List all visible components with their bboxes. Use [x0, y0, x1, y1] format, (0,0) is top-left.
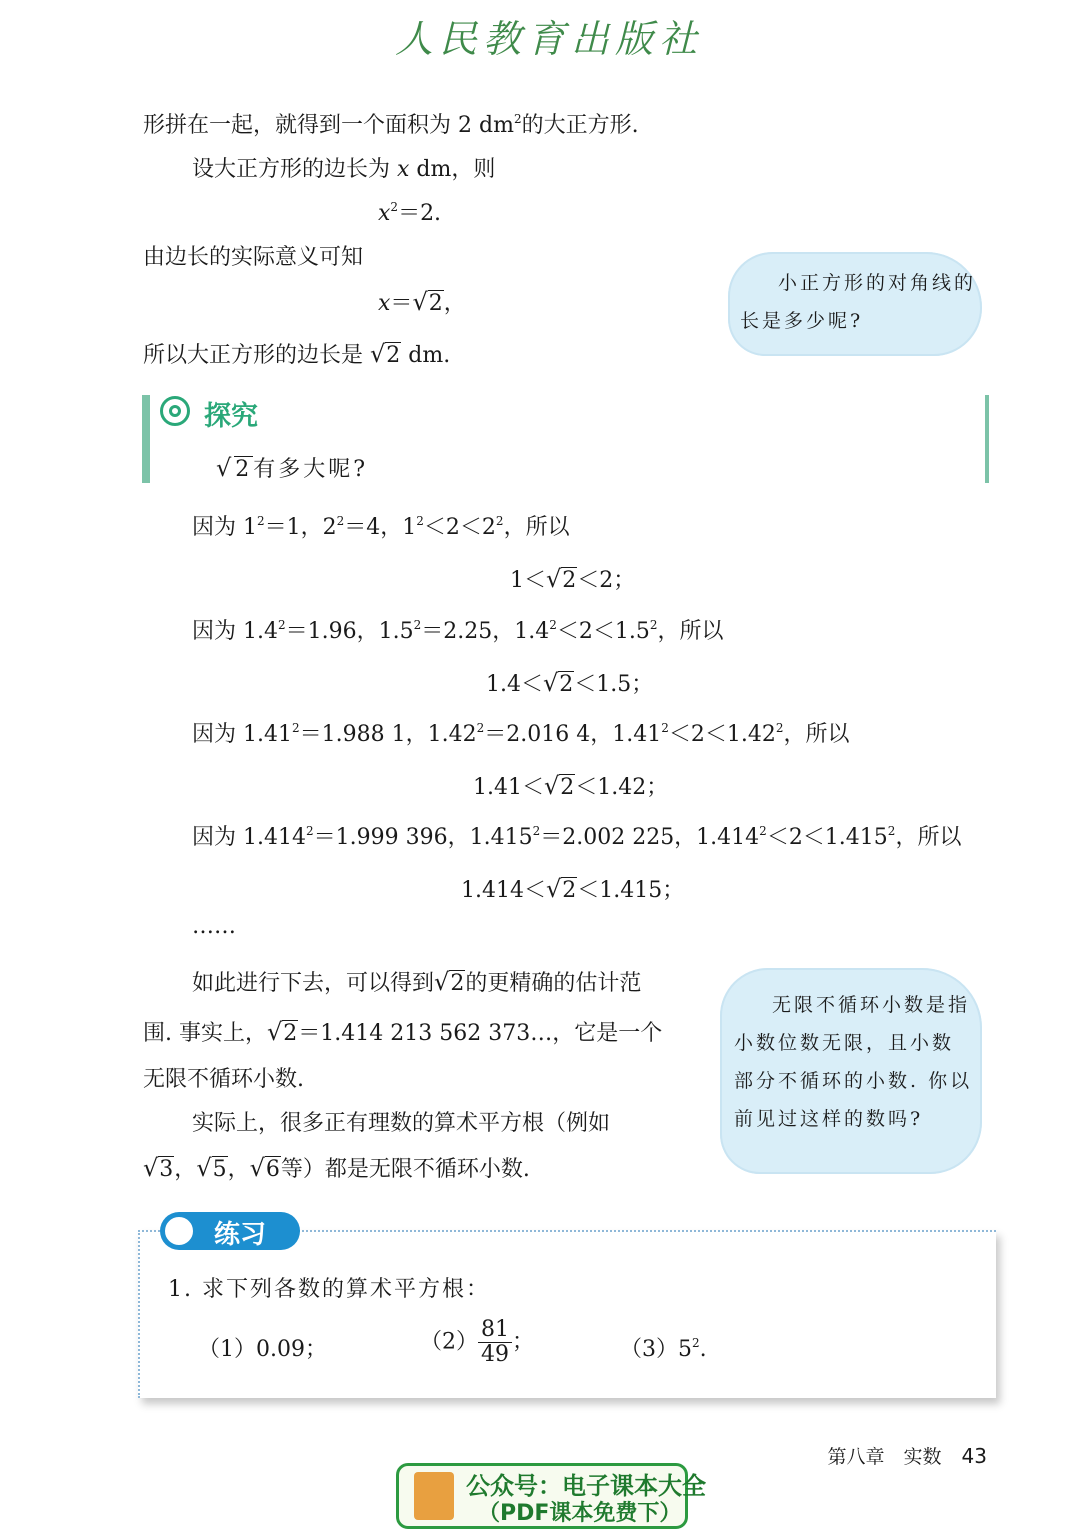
para-line-5: √3，√5，√6等）都是无限不循环小数.: [143, 1154, 530, 1182]
text: 形拼在一起，就得到一个面积为 2 dm: [143, 113, 514, 138]
superscript: 2: [513, 112, 522, 126]
sqrt-2: √2: [546, 565, 577, 593]
sqrt-2: √2: [544, 772, 575, 800]
sqrt-5: √5: [196, 1154, 227, 1182]
para-line-2: 围. 事实上，√2＝1.414 213 562 373…，它是一个: [143, 1018, 663, 1046]
sqrt-6: √6: [249, 1154, 280, 1182]
para-line-4: 实际上，很多正有理数的算术平方根（例如: [192, 1111, 611, 1136]
practice-question-1: 1. 求下列各数的算术平方根：: [168, 1277, 490, 1302]
text: ＝: [390, 291, 413, 316]
intro-line-3: 由边长的实际意义可知: [143, 245, 364, 270]
para-line-3: 无限不循环小数.: [143, 1067, 304, 1092]
explore-eq-4: 1.414＜√2＜1.415；: [461, 875, 685, 903]
fraction-81-49: $\frac{81}{49}$: [478, 1318, 512, 1367]
text: 设大正方形的边长为: [192, 157, 397, 182]
text: ＝2.: [398, 201, 442, 226]
variable-x: x: [397, 157, 410, 182]
para-line-1: 如此进行下去，可以得到√2的更精确的估计范: [192, 968, 642, 996]
superscript: 2: [390, 200, 399, 214]
explore-left-bar: [142, 395, 150, 483]
practice-title: 练习: [214, 1220, 267, 1250]
variable-x: x: [378, 201, 391, 226]
text: 有多大呢?: [253, 457, 369, 482]
practice-box: [138, 1230, 996, 1398]
sqrt-2: √2: [216, 454, 253, 482]
cloud-1-text: 小正方形的对角线的长是多少呢?: [740, 272, 977, 332]
text: dm.: [401, 343, 451, 368]
explore-eq-3: 1.41＜√2＜1.42；: [473, 772, 669, 800]
explore-right-bar: [985, 395, 989, 483]
page-footer: [827, 1442, 987, 1469]
ellipsis: ……: [192, 914, 236, 939]
sqrt-2: √2: [543, 669, 574, 697]
explore-title: 探究: [204, 401, 258, 432]
explore-line-4: 因为 $1.414^2=1.999$ 396，$1.415^2=2.002$ 225，$1.414^2<2<1.415^2$，所以: [192, 824, 962, 850]
explore-eq-1: 1＜√2＜2；: [510, 565, 636, 593]
variable-x: x: [378, 291, 391, 316]
practice-icon: [162, 1214, 196, 1248]
explore-line-2: 因为 $1.4^2=1.96$，$1.5^2=2.25$，$1.4^2<2<1.5^2$，所以: [192, 618, 724, 644]
text: 的大正方形.: [521, 113, 639, 138]
equation-x-sqrt2: [378, 286, 466, 317]
explore-line-1: 因为 $1^2=1$，$2^2=4$，$1^2<2<2^2$，所以: [192, 514, 570, 540]
chapter-label: 第八章 实数: [827, 1446, 942, 1468]
sqrt-2: √2: [370, 340, 401, 368]
text: ，: [443, 291, 466, 316]
book-icon: [414, 1472, 454, 1520]
explore-eq-2: 1.4＜√2＜1.5；: [486, 669, 654, 697]
intro-line-2: [192, 152, 495, 183]
text: 所以大正方形的边长是: [143, 343, 370, 368]
sqrt-3: √3: [143, 1154, 174, 1182]
page-number: 43: [961, 1444, 987, 1468]
banner-line-1: 公众号：电子课本大全: [466, 1472, 706, 1500]
explore-line-3: 因为 $1.41^2=1.988$ 1，$1.42^2=2.016$ 4，$1.41^2<2<1.42^2$，所以: [192, 721, 850, 747]
publisher-logo: 人民教育出版社: [395, 17, 704, 61]
explore-icon: [160, 396, 190, 426]
explore-question: [216, 452, 368, 483]
sqrt-2: √2: [545, 875, 577, 903]
cloud-2-text: 无限不循环小数是指小数位数无限，且小数部分不循环的小数. 你以前见过这样的数吗?: [734, 994, 973, 1130]
sqrt-2: √2: [434, 968, 465, 996]
intro-line-4: [143, 338, 450, 369]
equation-x-squared: [378, 196, 441, 227]
practice-item-1: （1）0.09；: [198, 1337, 327, 1362]
banner-line-2: （PDF课本免费下）: [478, 1501, 682, 1526]
practice-item-3: $(3)5^2$.: [620, 1336, 707, 1362]
text: dm，则: [409, 157, 496, 182]
sqrt-2: √2: [267, 1018, 298, 1046]
practice-item-2: （2） $\frac{81}{49}$ ；: [420, 1317, 535, 1367]
intro-line-1: [143, 108, 639, 139]
sqrt-2: √2: [412, 288, 443, 316]
